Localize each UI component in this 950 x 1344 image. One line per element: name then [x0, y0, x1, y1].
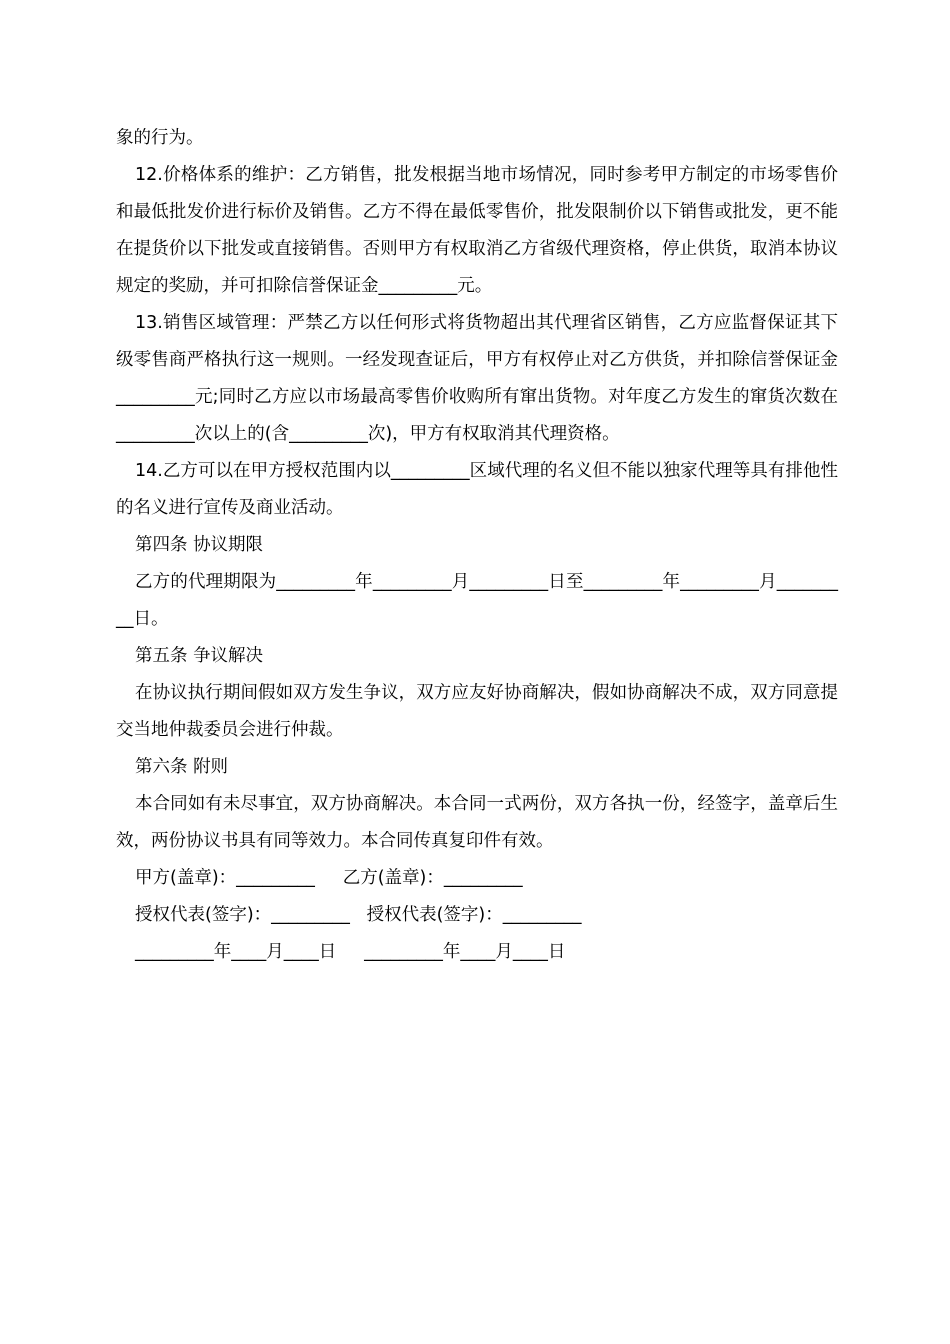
- clause-14-agency-name: 14.乙方可以在甲方授权范围内以_________区域代理的名义但不能以独家代理等具有排他性的名义进行宣传及商业活动。: [116, 461, 838, 518]
- clause-12-price-system: 12.价格体系的维护：乙方销售，批发根据当地市场情况，同时参考甲方制定的市场零售价和最低批发价进行标价及销售。乙方不得在最低零售价，批发限制价以下销售或批发，更不能在提货价以下批发或直接销售。否则甲方有权取消乙方省级代理资格，停止供货，取消本协议规定的奖励，并可扣除信誉保证金_________元。: [116, 165, 838, 296]
- article-4-heading: 第四条 协议期限: [135, 535, 264, 555]
- clause-13-sales-region: 13.销售区域管理：严禁乙方以任何形式将货物超出其代理省区销售，乙方应监督保证其下级零售商严格执行这一规则。一经发现查证后，甲方有权停止对乙方供货，并扣除信誉保证金_________元;同时乙方应以市场最高零售价收购所有窜出货物。对年度乙方发生的窜货次数在_________次以上的(含_________次)，甲方有权取消其代理资格。: [116, 313, 838, 444]
- supplementary-provisions-paragraph: 本合同如有未尽事宜，双方协商解决。本合同一式两份，双方各执一份，经签字，盖章后生效，两份协议书具有同等效力。本合同传真复印件有效。: [116, 794, 838, 851]
- paragraph-continuation: 象的行为。: [116, 128, 204, 148]
- article-6-heading: 第六条 附则: [135, 757, 229, 777]
- representative-row: 授权代表(签字)：_________ 授权代表(签字)：_________: [135, 905, 582, 925]
- agency-term-paragraph: 乙方的代理期限为_________年_________月_________日至_________年_________月_________日。: [116, 572, 838, 629]
- document-page: [116, 120, 838, 971]
- signature-block: [116, 860, 838, 971]
- article-5-heading: 第五条 争议解决: [135, 646, 264, 666]
- dispute-resolution-paragraph: 在协议执行期间假如双方发生争议，双方应友好协商解决，假如协商解决不成，双方同意提交当地仲裁委员会进行仲裁。: [116, 683, 838, 740]
- date-row: _________年____月____日 _________年____月____日: [135, 942, 566, 962]
- seal-row: 甲方(盖章)：_________ 乙方(盖章)：_________: [135, 868, 523, 888]
